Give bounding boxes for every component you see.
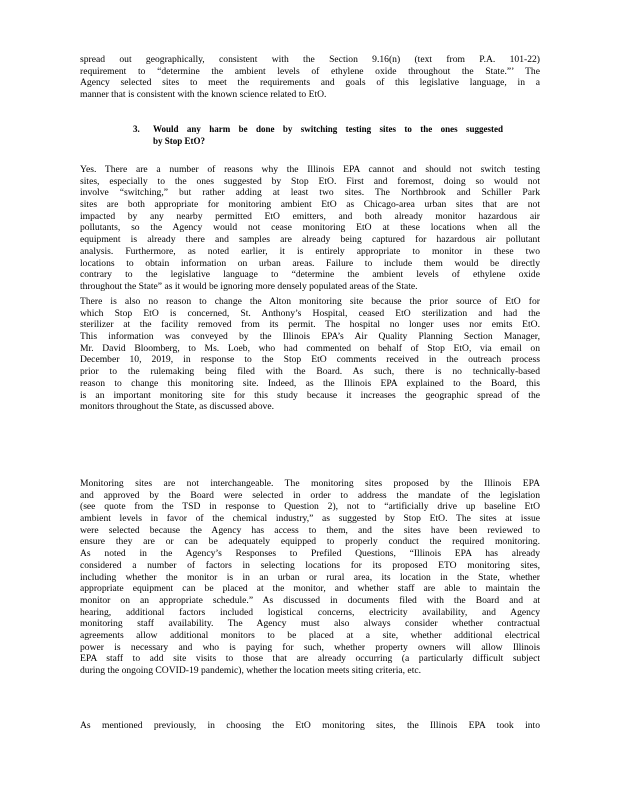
- text-line: impacted by any nearby permitted EtO emitters, and both already monitor hazardous air: [80, 210, 540, 222]
- text-line: during the ongoing COVID-19 pandemic), whether the location meets siting criteria, etc.: [80, 665, 422, 676]
- text-line: Agency selected sites to meet the requirements and goals of this legislative language, in a: [80, 77, 540, 89]
- text-line: considered a number of factors in selecting locations for its proposed ETO monitoring sites,: [80, 559, 540, 571]
- text-line: monitor on an appropriate schedule.” As discussed in documents filed with the Board and at: [80, 594, 540, 606]
- text-line: December 10, 2019, in response to the Stop EtO comments received in the outreach process: [80, 354, 540, 366]
- text-line: ensure they are or can be adequately equipped to properly conduct the required monitoring.: [80, 536, 540, 548]
- text-line: equipment is already there and samples are already being captured for hazardous air pollutant: [80, 234, 540, 246]
- text-line: and approved by the Board were selected in order to address the mandate of the legislation: [80, 489, 540, 501]
- answer-paragraph-4: [80, 720, 540, 732]
- text-line: Monitoring sites are not interchangeable. The monitoring sites proposed by the Illinois EPA: [80, 478, 540, 489]
- text-line: prior to the rulemaking being filed with the Board. As such, there is no technically-based: [80, 366, 540, 378]
- text-line: This information was conveyed by the Illinois EPA’s Air Quality Planning Section Manager,: [80, 331, 540, 343]
- question-line: by Stop EtO?: [153, 135, 206, 146]
- text-line: manner that is consistent with the known science related to EtO.: [80, 89, 327, 101]
- text-line: involve “switching,” but rather adding at least two sites. The Northbrook and Schiller Park: [80, 187, 540, 199]
- text-line: agreements allow additional monitors to be placed at a site, whether additional electrical: [80, 629, 540, 641]
- text-line: requirement to “determine the ambient levels of ethylene oxide throughout the State.”’ The: [80, 65, 540, 77]
- text-line: ambient levels in favor of the chemical industry,” as suggested by Stop EtO. The sites at issue: [80, 513, 540, 525]
- text-line: (see quote from the TSD in response to Question 2), not to “artificially drive up baseline EtO: [80, 501, 540, 513]
- text-line: monitors throughout the State, as discussed above.: [80, 401, 274, 413]
- text-line: throughout the State” as it would be ignoring more densely populated areas of the State.: [80, 280, 418, 292]
- text-line: As mentioned previously, in choosing the EtO monitoring sites, the Illinois EPA took into: [80, 720, 540, 731]
- text-line: monitoring staff availability. The Agency must also always consider whether contractual: [80, 618, 540, 630]
- answer-paragraph-1: [80, 164, 540, 293]
- text-line: EPA staff to add site visits to those that are already occurring (a particularly difficult subject: [80, 653, 540, 665]
- intro-paragraph: [80, 54, 540, 101]
- text-line: Mr. David Bloomberg, to Ms. Loeb, who had commented on behalf of Stop EtO, via email on: [80, 342, 540, 354]
- text-line: including whether the monitor is in an urban or rural area, its location in the State, whether: [80, 571, 540, 583]
- text-line: power is necessary and who is paying for such, whether property owners will allow Illinois: [80, 641, 540, 653]
- question-text: [153, 124, 503, 147]
- text-line: hearing, additional factors included logistical concerns, electricity availability, and Agency: [80, 606, 540, 618]
- text-line: reason to change this monitoring site. Indeed, as the Illinois EPA explained to the Board, this: [80, 377, 540, 389]
- text-line: sterilizer at the facility removed from its permit. The hospital no longer uses nor emits EtO.: [80, 319, 540, 331]
- text-line: analysis. Furthermore, as noted earlier, it is entirely appropriate to monitor in these two: [80, 245, 540, 257]
- question-number: 3.: [133, 124, 140, 134]
- text-line: contrary to the legislative language to “determine the ambient levels of ethylene oxide: [80, 269, 540, 281]
- text-line: sites are both appropriate for monitoring ambient EtO as Chicago-area urban sites that are not: [80, 199, 540, 211]
- text-line: spread out geographically, consistent with the Section 9.16(n) (text from P.A. 101-22): [80, 54, 540, 65]
- answer-paragraph-2: [80, 296, 540, 413]
- text-line: locations to obtain information on urban areas. Failure to include them would be directly: [80, 257, 540, 269]
- text-line: sites, especially to the ones suggested by Stop EtO. First and foremost, doing so would not: [80, 175, 540, 187]
- text-line: pollutants, so the Agency would not cease monitoring EtO at these locations when all the: [80, 222, 540, 234]
- question-line: Would any harm be done by switching testing sites to the ones suggested: [153, 124, 503, 134]
- text-line: is an important monitoring site for this study because it increases the geographic spread of the: [80, 389, 540, 401]
- text-line: appropriate equipment can be placed at the monitor, and whether staff are able to maintain the: [80, 583, 540, 595]
- text-line: which Stop EtO is concerned, St. Anthony’s Hospital, ceased EtO sterilization and had the: [80, 307, 540, 319]
- text-line: were selected because the Agency has access to them, and the sites have been reviewed to: [80, 524, 540, 536]
- text-line: As noted in the Agency’s Responses to Prefiled Questions, “Illinois EPA has already: [80, 548, 540, 560]
- answer-paragraph-3: [80, 478, 540, 677]
- text-line: Yes. There are a number of reasons why the Illinois EPA cannot and should not switch testing: [80, 164, 540, 175]
- text-line: There is also no reason to change the Alton monitoring site because the prior source of EtO for: [80, 296, 540, 307]
